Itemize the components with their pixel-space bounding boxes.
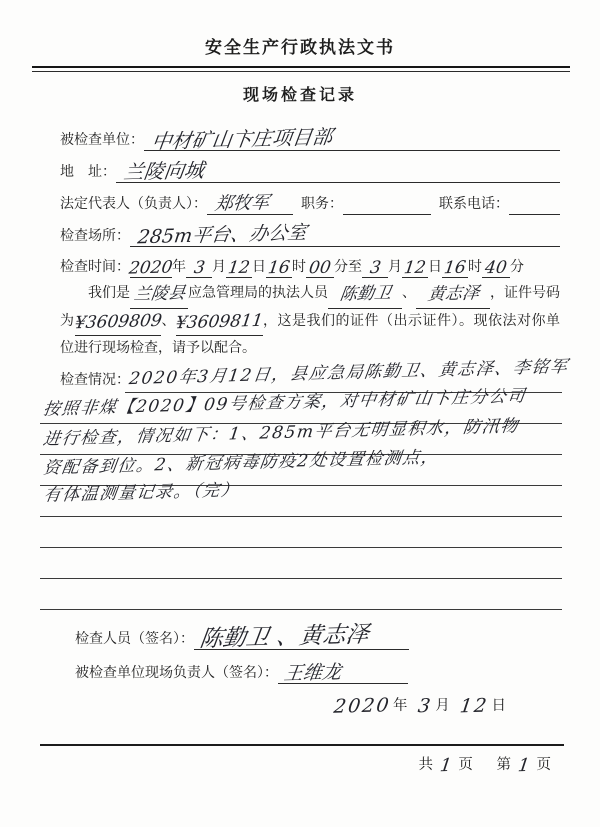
footer-pagination xyxy=(418,753,556,777)
ruled-line xyxy=(40,579,562,610)
situation-section xyxy=(40,356,570,610)
legal-rep-value: 郑牧军 xyxy=(213,192,271,215)
ruled-line xyxy=(40,517,562,548)
time-min-blank xyxy=(306,255,334,278)
inspectors-signature-blank xyxy=(194,621,409,653)
inspected-unit-label: 被检查单位： xyxy=(60,133,144,148)
date-year-value: 2020 xyxy=(332,694,392,718)
time-month-unit: 月 xyxy=(212,260,226,275)
position-blank xyxy=(343,191,431,215)
time-month-value: 3 xyxy=(192,257,206,279)
situation-line-2-text: 按照非煤【2020】09号检查方案，对中材矿山卞庄分公司 xyxy=(41,386,528,420)
situation-line-3-text: 进行检查，情况如下：1、285m平台无明显积水，防汛物 xyxy=(41,416,521,450)
time-to-unit: 分至 xyxy=(334,260,362,275)
field-inspected-unit xyxy=(60,124,560,154)
unit-rep-signature-blank xyxy=(278,659,408,684)
situation-line-3 xyxy=(41,416,562,450)
time-month2-unit: 月 xyxy=(388,260,402,275)
unit-rep-signature-value: 王维龙 xyxy=(282,661,343,685)
time-label: 检查时间： xyxy=(60,260,130,275)
situation-line-2 xyxy=(41,386,562,420)
document-title: 现场检查记录 xyxy=(242,87,357,104)
time-day-blank xyxy=(226,255,252,278)
time-min2-value: 40 xyxy=(483,257,509,279)
place-label: 检查场所： xyxy=(60,229,130,244)
pagination-total-value: 1 xyxy=(438,754,458,777)
time-year-value: 2020 xyxy=(128,257,175,279)
field-address xyxy=(60,157,560,185)
pagination-total-label: 共 xyxy=(418,757,438,773)
time-day2-unit: 日 xyxy=(428,260,442,275)
place-value: 285m平台、办公室 xyxy=(136,221,309,249)
pagination-unit2: 页 xyxy=(536,757,556,773)
legal-rep-label: 法定代表人（负责人）： xyxy=(60,197,207,212)
field-inspection-time xyxy=(60,255,560,278)
officer2-value: 黄志泽 xyxy=(426,283,480,305)
date-day-value: 12 xyxy=(458,694,491,718)
unit-rep-label: 被检查单位现场负责人（签名）： xyxy=(75,666,278,681)
time-hour-unit: 时 xyxy=(292,260,306,275)
inspectors-label: 检查人员（签名）： xyxy=(75,632,194,647)
position-label: 职务： xyxy=(301,197,343,212)
date-year-unit: 年 xyxy=(392,698,410,714)
time-day-value: 12 xyxy=(226,257,252,279)
intro-p4: ，这是我们的证件（出示证件）。现依法对你单位进行现场检查，请予以配合。 xyxy=(60,313,561,356)
ruled-line xyxy=(40,548,562,579)
id2-value: ¥3609811 xyxy=(174,310,265,333)
time-hour-blank xyxy=(266,255,292,278)
field-legal-rep xyxy=(60,192,560,215)
time-month-blank xyxy=(186,255,212,278)
address-value: 兰陵向城 xyxy=(122,157,206,185)
pagination-current-label: 第 xyxy=(496,757,517,773)
inspectors-signature-value: 陈勤卫 、黄志泽 xyxy=(198,621,371,653)
footer-rule xyxy=(40,744,564,746)
agency-value: 兰陵县 xyxy=(132,283,186,305)
date-month-value: 3 xyxy=(416,694,434,718)
place-blank xyxy=(130,223,560,247)
agency-blank xyxy=(130,281,188,309)
legal-rep-blank xyxy=(207,191,293,215)
situation-line-4 xyxy=(41,447,562,479)
intro-p3: ，证件号码为 xyxy=(60,286,560,329)
time-min2-blank xyxy=(482,255,510,278)
field-place xyxy=(60,221,560,249)
phone-label: 联系电话： xyxy=(439,197,509,212)
time-hour2-blank xyxy=(442,255,468,278)
situation-line-4-text: 资配备到位。2、新冠病毒防疫2处设置检测点， xyxy=(41,447,441,479)
id2-blank xyxy=(176,309,263,337)
date-day-unit: 日 xyxy=(491,698,508,714)
time-day-unit: 日 xyxy=(252,260,266,275)
date-month-unit: 月 xyxy=(435,698,452,714)
time-month2-blank xyxy=(362,255,388,278)
pagination-current-value: 1 xyxy=(516,754,536,777)
address-label: 地 址： xyxy=(60,165,116,180)
pagination-unit1: 页 xyxy=(458,757,478,773)
situation-line-1-text: 2020年3月12日，县应急局陈勤卫、黄志泽、李铭军 xyxy=(127,356,570,390)
signature-date xyxy=(331,694,508,718)
time-hour-value: 16 xyxy=(266,257,292,279)
time-hour2-value: 16 xyxy=(442,257,468,279)
header-title: 安全生产行政执法文书 xyxy=(205,38,395,57)
intro-sep1: 、 xyxy=(402,286,416,301)
time-hour2-unit: 时 xyxy=(468,260,482,275)
situation-line-5-text: 有体温测量记录。（完） xyxy=(42,480,241,506)
officer1-value: 陈勤卫 xyxy=(338,283,392,305)
situation-line-5 xyxy=(44,479,562,509)
id1-blank xyxy=(75,309,162,337)
intro-p1: 我们是 xyxy=(88,286,130,301)
phone-blank xyxy=(509,191,560,215)
intro-p2: 应急管理局的执法人员 xyxy=(188,286,328,301)
time-min-value: 00 xyxy=(307,257,333,279)
officer2-blank xyxy=(416,281,490,309)
inspectors-signature-row xyxy=(75,621,409,653)
inspected-unit-value: 中材矿山卞庄项目部 xyxy=(150,124,334,154)
time-year-blank xyxy=(128,255,175,279)
officer1-blank xyxy=(328,281,402,309)
situation-label: 检查情况： xyxy=(60,373,130,388)
time-min2-unit: 分 xyxy=(510,260,524,275)
time-day2-blank xyxy=(402,255,428,278)
time-day2-value: 12 xyxy=(402,257,428,279)
id1-value: ¥3609809 xyxy=(73,310,163,333)
inspected-unit-blank xyxy=(144,124,560,154)
unit-rep-signature-row xyxy=(75,660,408,684)
intro-sep2: 、 xyxy=(161,313,177,329)
time-year-unit: 年 xyxy=(172,260,186,275)
time-month2-value: 3 xyxy=(368,257,382,279)
address-blank xyxy=(116,159,560,183)
header-divider xyxy=(32,66,570,72)
intro-paragraph xyxy=(60,281,560,363)
